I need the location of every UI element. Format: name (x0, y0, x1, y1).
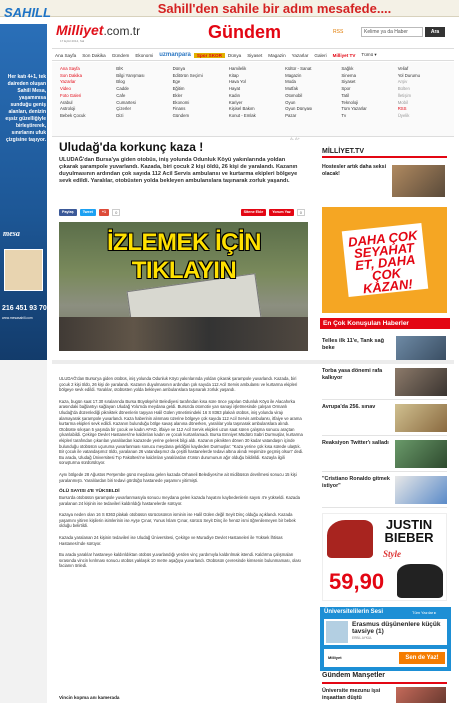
mega-menu-link[interactable]: Yazarlar (60, 79, 76, 85)
univ-all-link[interactable]: Tüm Yazılar ▸ (412, 610, 437, 615)
mega-menu-link[interactable]: Magazin (285, 72, 302, 78)
univ-item[interactable] (324, 619, 447, 645)
section-title: Gündem (208, 22, 282, 42)
mega-menu-link[interactable]: Cadde (116, 86, 129, 92)
mega-menu-link[interactable]: Arabul (60, 99, 73, 105)
mega-menu-column (285, 66, 341, 136)
mega-menu-column (60, 66, 116, 136)
mega-menu-link[interactable]: Dünya (172, 66, 185, 71)
justin-bieber-ad[interactable] (322, 513, 447, 601)
mega-menu-link[interactable]: Spor (341, 86, 351, 92)
article-headline: Uludağ'da korkunç kaza ! (59, 140, 204, 154)
univ-logo: Milliyet (328, 655, 342, 660)
most-list-item-thumbnail (395, 404, 447, 432)
mega-menu-link[interactable]: Hamilelik (228, 66, 247, 71)
mega-menu-link[interactable]: Tüm Yazarlar (341, 106, 367, 112)
headline-item-title[interactable]: Üniversite mezunu işsi inşaattan düştü (322, 688, 381, 701)
comment-button[interactable]: Yorum Yaz (269, 209, 294, 216)
mega-menu-column (341, 66, 397, 136)
mega-menu-link[interactable]: Cafe (116, 92, 126, 98)
nav-item[interactable]: Ekonomi (135, 52, 154, 58)
search-input[interactable] (361, 27, 423, 37)
mega-menu-link[interactable]: Foto Galeri (60, 92, 82, 98)
mega-menu-link[interactable]: Hayat (228, 86, 241, 92)
social-share-row (59, 208, 305, 216)
rss-link[interactable]: RSS (333, 29, 344, 35)
univ-footer (324, 649, 447, 667)
mega-menu-link[interactable]: Otomobil (285, 92, 303, 98)
mega-menu-link[interactable]: Hava Yol (228, 79, 246, 85)
nav-item[interactable]: Ana Sayfa (55, 52, 77, 58)
most-list-item-title: Torba yasa dönemi rafa kalkıyor (322, 368, 383, 381)
univ-item-title: Erasmus düşünenlere küçük tavsiye (1) (352, 621, 441, 635)
mega-menu-link[interactable]: Editörün Seçimi (172, 72, 203, 78)
mega-menu-column (398, 66, 454, 136)
most-item-thumbnail[interactable] (396, 336, 446, 360)
mega-menu-link[interactable]: Tatil (341, 92, 350, 98)
mega-menu-link[interactable]: Moda (285, 79, 296, 85)
nav-item[interactable]: Tümü ▾ (361, 52, 377, 57)
most-item-title[interactable]: Telles ilk 11'e, Tank sağ beke (322, 338, 385, 351)
mega-menu-link[interactable]: Sağlık (341, 66, 354, 71)
most-list-item[interactable] (322, 402, 447, 436)
justin-ad-name: JUSTIN BIEBER (375, 518, 443, 544)
mega-menu (52, 62, 454, 137)
most-list-item[interactable] (322, 366, 447, 400)
mega-menu-link[interactable]: Gündem (172, 112, 190, 118)
body-paragraph: Aynı bölgede 28 Ağustos Perşembe günü meydana gelen kazada Orhaneli Belediyesi'ne ait midibüsün devrilmesi sonucu 15 kişi yaralanmıştı. Yaralılardan biri tedavi gördüğü hastanede yaşamını yitirmişti. (59, 471, 297, 483)
main-nav (52, 50, 454, 61)
mega-menu-link[interactable]: Tv (341, 112, 347, 118)
comment-count: 0 (297, 209, 305, 216)
facebook-share-button[interactable]: Paylaş (59, 209, 77, 216)
mega-menu-link[interactable]: RSS (397, 106, 407, 112)
mega-menu-link[interactable]: Kitap (228, 72, 239, 78)
headline-item-thumbnail[interactable] (396, 687, 446, 703)
nav-item[interactable]: Son Dakika (82, 52, 106, 58)
mega-menu-link[interactable]: Son Dakika (60, 72, 82, 78)
mega-menu-link[interactable]: Çizerler (116, 106, 132, 112)
most-list-item[interactable] (322, 438, 447, 472)
nav-item[interactable]: uzmanpara (159, 52, 191, 58)
left-skyscraper-ad[interactable] (0, 24, 47, 367)
body-paragraph: ULUDAĞ'dan Bursa'ya giden otobüs, iniş yolunda Odunluk Köyü yakınlarında yoldan çıkarak şarampole yuvarlandı. Kazada, biri çocuk 2 kişi öldü, 26 kişi de yaralandı. Kazanın duyulmasının ardından çok sayıda 112 Acil Servis ambulansı ve kurtarma ekipleri bölgeye sevk edildi. Yaralılar, otobüsten yolda bekleyen ambulanslara taşınarak zorluk yaşandı. (59, 376, 298, 393)
mega-menu-link[interactable]: Teknoloji (341, 99, 359, 105)
mtv-item-title[interactable]: Hostesler artık daha seksi olacak! (322, 164, 387, 177)
nav-item[interactable]: Magazin (268, 52, 286, 58)
mega-menu-link[interactable]: Ekonomi (172, 99, 190, 105)
mega-menu-link[interactable]: Dizi (116, 112, 124, 118)
mega-menu-link[interactable]: İletişim (397, 92, 412, 98)
write-button[interactable]: Sen de Yaz! (399, 652, 445, 664)
mega-menu-link[interactable]: Cumartesi (116, 99, 136, 105)
mega-menu-link[interactable]: Pazar (285, 112, 297, 118)
most-list-item-title: Avrupa'da 256. sınav (322, 404, 376, 410)
travel-ad-text: DAHA ÇOK SEYAHAT ET, DAHA ÇOK KAZAN! (342, 223, 428, 297)
body-paragraph: Kazada yaralanan 24 kişinin tedavileri ise Uludağ Üniversitesi, Çekirge ve Muradiye Devlet Hastaneleri ile Yüksek İhtisas Hastanesi'nde sürüyor. (59, 535, 283, 546)
body-paragraph: Kazaya neden olan 16 S 8363 plakalı otobüsün sürücüsünün isminin ise Halil Gülen değil Seyit Dinç olduğu açıklandı. Kazada yaşamını yitiren kişilerin isimlerinin ise Ayşe Çınar, Yunus İslam Çınar, sürücü Seyit Dinç ile henüz ismi öğrenilemeyen bir bebek olduğu belirtildi. (59, 512, 296, 529)
mega-menu-link[interactable]: Mutfak (285, 86, 299, 92)
nav-item[interactable]: Siyaset (247, 52, 263, 58)
univ-item-avatar (326, 621, 348, 643)
mega-menu-link[interactable]: Üyelik (397, 112, 410, 118)
university-voices-widget (320, 607, 451, 671)
most-discussed-heading: En Çok Konuşulan Haberler (320, 318, 450, 329)
body-subhead: ÖLÜ SAYISI 4'E YÜKSELDİ (59, 489, 120, 495)
mega-menu-link[interactable]: Sinema (341, 72, 356, 78)
mega-menu-link[interactable]: Bilgi Yarışması (116, 72, 145, 78)
justin-ad-price: 59,90 (329, 569, 385, 594)
mega-menu-link[interactable]: Konut - Emlak (228, 112, 256, 118)
body-paragraph: Bu arada yaralılar hastaneye kaldırıldıktan otobüs yuvarlandığı yerden vinç yardımıyla kaldırılmak istendi. Kaldırma çalışmaları sırasında vincin kırılması sonucu otobüs yaklaşık 10 metre aşağıya yuvarlandı. Otobüsün çevresinde kimsenin bulunmaması, olası facianın önledi. (59, 552, 301, 569)
most-list-item-title: Reaksiyon Twitter'ı salladı (322, 440, 389, 446)
headlines-heading[interactable]: Gündem Manşetler (322, 672, 447, 684)
shoe-image (397, 564, 443, 598)
sahill-logo[interactable]: SAHILL (4, 5, 51, 20)
article-body (59, 376, 304, 575)
mega-menu-link[interactable]: Oyun (285, 99, 296, 105)
font-size-controls[interactable]: A- A+ (290, 136, 300, 141)
nav-item[interactable]: Milliyet TV (332, 52, 356, 58)
left-ad-image (4, 249, 43, 291)
most-list-item-title: "Cristiano Ronaldo gitmek istiyor" (322, 476, 390, 489)
mega-menu-link[interactable]: Video (60, 86, 71, 92)
mega-menu-link[interactable]: Bülten (397, 86, 410, 92)
mega-menu-link[interactable]: Mobil (397, 99, 408, 105)
mega-menu-link[interactable]: Yol Durumu (397, 72, 420, 78)
mtv-item-thumbnail[interactable] (392, 165, 445, 197)
mega-menu-column (229, 66, 285, 136)
crowd-image (59, 317, 308, 351)
univ-item-author: ERBİL AYKUL (352, 636, 373, 640)
milliyet-tv-heading[interactable]: MİLLİYET.TV (322, 148, 447, 158)
mega-menu-link[interactable]: Siyaset (341, 79, 356, 85)
mega-menu-link[interactable]: Kişisel Bakım (228, 106, 255, 112)
watch-overlay-text[interactable]: İZLEMEK İÇİN TIKLAYIN (107, 229, 261, 284)
body-paragraph: Bursa'da otobüsün şarampole yuvarlanmasıyla sonucu meydana gelen kazada hayatını kaybedenlerin sayısı 4'e yükseldi. Kazada yaralanan 24 kişinin ise tedavileri kaldırıldığı hastanelerde sürüyor. (59, 495, 300, 506)
nav-item[interactable]: Dünya (227, 52, 242, 58)
most-list-item-thumbnail (395, 440, 447, 468)
mega-menu-link[interactable]: Eğitim (172, 86, 185, 92)
body-subhead-2: Vincin kopma anı kamerada (59, 695, 120, 700)
mega-menu-column (116, 66, 172, 136)
most-list-item[interactable] (322, 474, 447, 508)
travel-ad[interactable] (322, 207, 447, 313)
most-list-item-thumbnail (395, 368, 447, 396)
banner-slogan: Sahill'den sahile bir adım mesafede.... (157, 1, 392, 16)
mega-menu-link[interactable]: Oyun Dünyası (285, 106, 313, 112)
mega-menu-link[interactable]: Kariyer (228, 99, 243, 105)
mega-menu-link[interactable]: Blog (116, 79, 125, 85)
milliyet-logo[interactable]: Milliyet.com.tr (56, 22, 141, 38)
mega-menu-link[interactable]: Finans (172, 106, 186, 112)
mega-menu-link[interactable]: Bebek Çocuk (60, 112, 86, 118)
mega-menu-link[interactable]: Ege (172, 79, 181, 85)
top-ad-banner[interactable] (0, 0, 459, 17)
body-paragraph: Kaza, bugün saat 17.30 sıralarında Bursa Büyükşehir Belediyesi tarafından kısa süre önce yapılan Odunluk Köyü ile Alacahırka arasındaki bağlantıyı sağlayan Uludağ Yolu'nda meydana geldi. Bursa'da otomotiv yan sanayi işletmesinde çalışan Ormanlı Uludağ'da düzenlediği pikniktek dönenlerin taşıyan Halil Gülen yönetimindeki 16 S 8363 plakalı otobüs, iniş yolunda virajı alamayarak şarampole yuvarlandı. Kaza haberinin alınması üzerine bölgeye çok sayıda 112 Acil Servis ambulansı, itfaiye ve arama kurtarma ekipleri sevk edildi. Kazanın bulunduğu bölge savaş alanına dönerken, yaralılar yola taşınarak ambulanslara alındı. Otobüste sıkışan 5 yaşında bir çocuk ve kadın AFAD, itfaiye ve 112 Acil Servis ekipleri uzun saat süren çalışma sonucu araçtan çıkarılabildi. Çekirge Devlet Hastanesi'ne kaldırılan kadın ve çocuk kurtarılamadı. Bursa Emniyet Müdürü Sabri Durmuşlar, kurtarma ekipleri tarafından çıkarılan yaralılardan kazazede yerine gelerek bilgi aldı. Kazanın piknikten dönen 30 kadar vatandaşın içinde bulunduğu otobüsün uçuruma yuvarlanması sonucu meydana geldiğini kaydeden Durmuşlar: "Kaza yerine çok kısa sürede ulaştık. Bir çocuk ile vatandaşımız öldü, yaralanan 26 vatandaşımız da çeşitli hastanelerde tedavi altına alındı Hepimize geçmiş olsun" dedi. Bu arada, Uludağ Üniversitesi Tıp Fakültesi'ne kaldırılan yaralılardan 4'ünün durumunun ağır olduğu bildirildi. Kazayla ilgili soruşturma sürdürülüyor. (59, 398, 304, 466)
mega-menu-link[interactable]: Kadın (228, 92, 241, 98)
mega-menu-link[interactable]: Veliaf (397, 66, 409, 71)
add-to-site-button[interactable]: Sitene Ekle (241, 209, 267, 216)
nav-item[interactable]: Gündem (111, 52, 130, 58)
article-lead: ULUDAĞ'dan Bursa'ya giden otobüs, iniş yolunda Odunluk Köyü yakınlarında yoldan çıkarak şarampole yuvarlandı. Kazada, biri çocuk 2 kişi öldü, 26 kişi de yaralandı. Kazanın duyulmasının ardından çok sayıda 112 Acil Servis ambulansı ve kurtarma ekipleri bölgeye sevk edildi. Yaralılar, otobüsten yolda bekleyen ambulanslara taşınarak zorluk yaşandı. (59, 157, 298, 184)
left-ad-brand: mesa (3, 229, 20, 238)
search-button[interactable]: Ara (425, 27, 445, 37)
mega-menu-link[interactable]: Arşiv (397, 79, 408, 85)
univ-title: Üniversitelilerin Sesi (324, 609, 384, 615)
shoe-image (327, 520, 373, 558)
header-date: 17 Eylül 2014, Sal (60, 39, 85, 43)
left-empty-column (0, 360, 47, 703)
nav-item[interactable]: Spor SKOR (194, 53, 225, 58)
mega-menu-link[interactable]: BİK (116, 66, 124, 71)
twitter-share-button[interactable]: Tweet (80, 209, 96, 216)
mega-menu-link[interactable]: Astroloji (60, 106, 76, 112)
mega-menu-column (173, 66, 229, 136)
mega-menu-link[interactable]: Kültür - Sanat (285, 66, 312, 71)
justin-ad-style: Style (383, 549, 401, 559)
fold-separator (52, 360, 454, 364)
gplus-button[interactable]: +1 (99, 209, 109, 216)
left-ad-phone: 216 451 93 70 www.mesasahill.com (2, 305, 47, 320)
most-list-item-thumbnail (395, 476, 447, 504)
nav-item[interactable]: Galeri (314, 52, 327, 58)
left-ad-text: Her katı 4+1, tek daireden oluşan Sahill Mesa, yaşamınısa sunduğu geniş alanları, denizin eşsiz güzelliğiyle birleştirerek, sınırlarını ufuk çizgisine taşıyor. (5, 74, 46, 143)
mega-menu-link[interactable]: Ekler (172, 92, 183, 98)
nav-item[interactable]: Yazarlar (291, 52, 309, 58)
mega-menu-link[interactable]: Ana Sayfa (60, 66, 80, 71)
gplus-count: 0 (112, 209, 120, 216)
